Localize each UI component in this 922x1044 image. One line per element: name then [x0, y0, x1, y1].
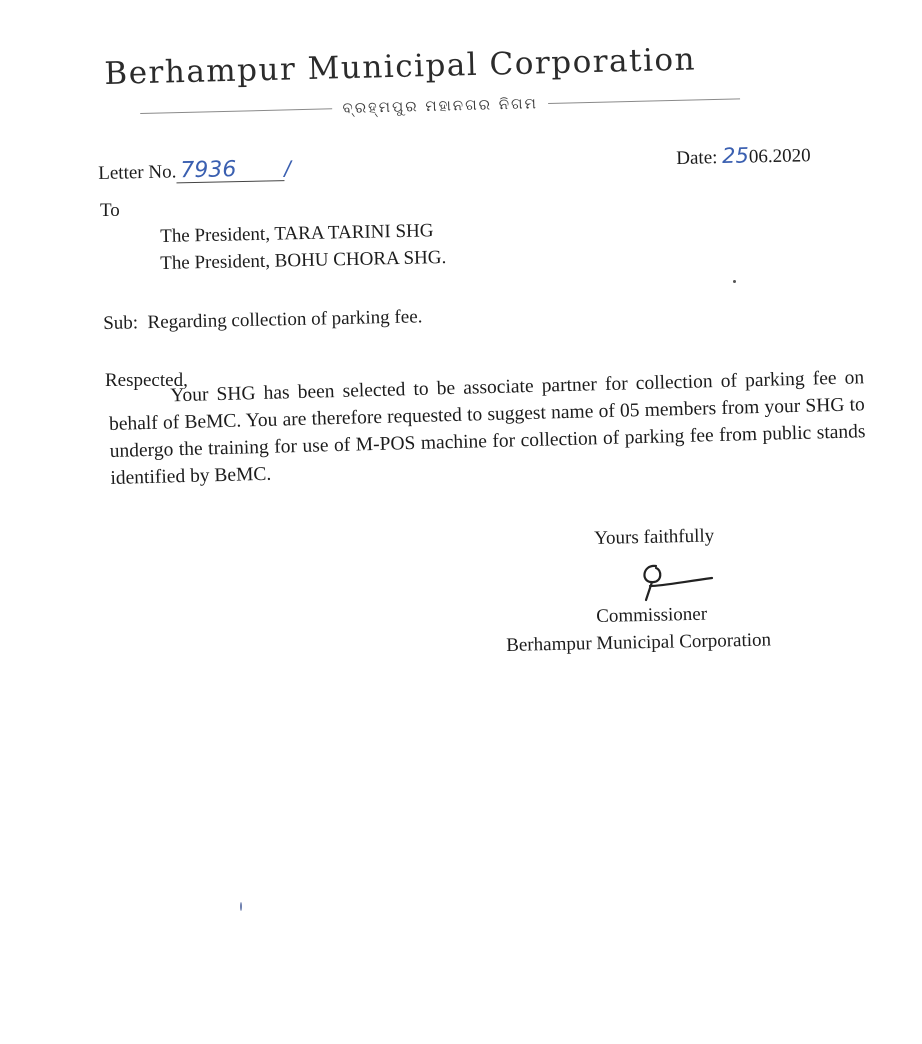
recipient-line-1: The President, TARA TARINI SHG: [160, 220, 434, 247]
subject-text: Regarding collection of parking fee.: [147, 306, 423, 334]
salutation: Respected,: [105, 370, 188, 391]
letter-date: [676, 142, 811, 170]
scan-speck: [733, 280, 736, 283]
recipient-line-2: The President, BOHU CHORA SHG.: [160, 247, 447, 274]
designation: Commissioner: [596, 603, 708, 627]
signature-mark: [612, 556, 722, 608]
date-day-handwritten: 25: [721, 143, 750, 169]
body-text: Your SHG has been selected to be associate partner for collection of parking fee on behalf of BeMC. You are therefore requested to suggest name of 05 members from your SHG to undergo the training for use of M-POS machine for collection of parking fee from public stands identified by BeMC.: [108, 367, 866, 489]
subject-line: [103, 306, 423, 335]
subject-label: Sub:: [103, 312, 139, 334]
to-label: To: [100, 200, 120, 221]
letter-number-slash: /: [284, 155, 292, 181]
letterhead-rule-right: [548, 98, 740, 104]
letterhead-rule-left: [140, 108, 332, 114]
date-label: Date:: [676, 147, 718, 169]
body-paragraph: [108, 364, 867, 492]
date-rest: 06.2020: [748, 145, 811, 168]
organization: Berhampur Municipal Corporation: [506, 629, 772, 656]
scan-speck: [240, 902, 242, 911]
letter-number-label: Letter No.: [98, 161, 177, 184]
letterhead-subtitle: [140, 89, 740, 122]
letter-number-value: 7936: [176, 158, 284, 183]
letter-number: [98, 156, 291, 185]
letterhead-odia-name: ବ୍ରହ୍ମପୁର ମହାନଗର ନିଗମ: [342, 94, 539, 118]
valediction: Yours faithfully: [594, 525, 715, 549]
letterhead-title: Berhampur Municipal Corporation: [104, 41, 697, 92]
